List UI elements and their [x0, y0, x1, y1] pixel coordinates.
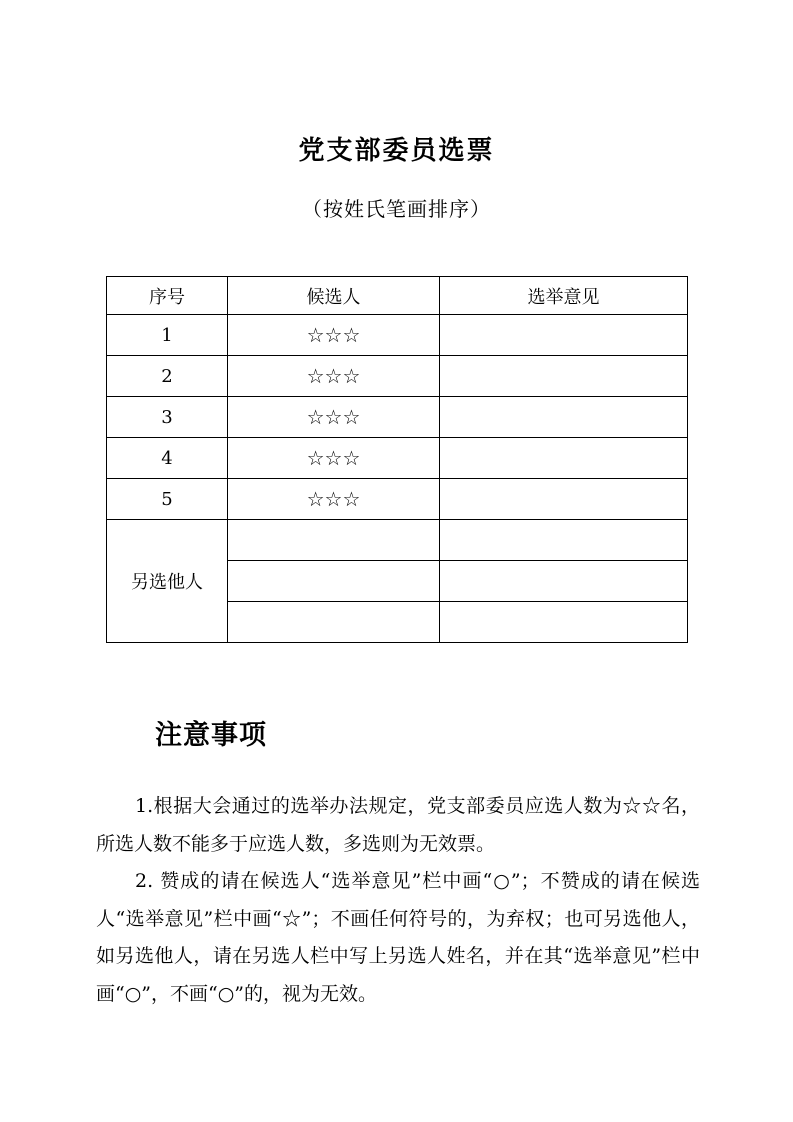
- candidate-name: ☆☆☆: [228, 438, 440, 479]
- table-row: [107, 397, 688, 438]
- header-number: 序号: [107, 277, 228, 315]
- row-number: 5: [107, 479, 228, 520]
- other-candidate-name-field[interactable]: [228, 561, 440, 602]
- row-number: 2: [107, 356, 228, 397]
- candidate-name: ☆☆☆: [228, 397, 440, 438]
- table-row: [107, 438, 688, 479]
- ballot-table: [106, 276, 688, 643]
- other-candidate-name-field[interactable]: [228, 520, 440, 561]
- table-row: [107, 356, 688, 397]
- candidate-name: ☆☆☆: [228, 479, 440, 520]
- row-number: 4: [107, 438, 228, 479]
- other-candidate-opinion-field[interactable]: [440, 520, 688, 561]
- opinion-cell[interactable]: [440, 356, 688, 397]
- table-row: [107, 315, 688, 356]
- header-opinion: 选举意见: [440, 277, 688, 315]
- table-header-row: [107, 277, 688, 315]
- other-candidate-row: [107, 520, 688, 561]
- opinion-cell[interactable]: [440, 397, 688, 438]
- other-candidate-opinion-field[interactable]: [440, 561, 688, 602]
- header-candidate: 候选人: [228, 277, 440, 315]
- table-row: [107, 479, 688, 520]
- note-item-1: 1.根据大会通过的选举办法规定，党支部委员应选人数为☆☆名，所选人数不能多于应选人数，多选则为无效票。: [96, 795, 700, 855]
- notes-heading: 注意事项: [155, 720, 267, 751]
- note-item-2: 2. 赞成的请在候选人“选举意见”栏中画“○”；不赞成的请在候选人“选举意见”栏中画“☆”；不画任何符号的，为弃权；也可另选他人，如另选他人，请在另选人栏中写上另选人姓名，并在其“选举意见”栏中画“○”，不画“○”的，视为无效。: [96, 870, 700, 1005]
- other-candidate-name-field[interactable]: [228, 602, 440, 643]
- other-candidate-label: 另选他人: [107, 520, 228, 643]
- ballot-title: 党支部委员选票: [298, 136, 495, 166]
- row-number: 3: [107, 397, 228, 438]
- opinion-cell[interactable]: [440, 438, 688, 479]
- candidate-name: ☆☆☆: [228, 356, 440, 397]
- ballot-subtitle: （按姓氏笔画排序）: [302, 197, 491, 221]
- candidate-name: ☆☆☆: [228, 315, 440, 356]
- other-candidate-opinion-field[interactable]: [440, 602, 688, 643]
- opinion-cell[interactable]: [440, 315, 688, 356]
- opinion-cell[interactable]: [440, 479, 688, 520]
- row-number: 1: [107, 315, 228, 356]
- notes-body: [96, 788, 700, 1013]
